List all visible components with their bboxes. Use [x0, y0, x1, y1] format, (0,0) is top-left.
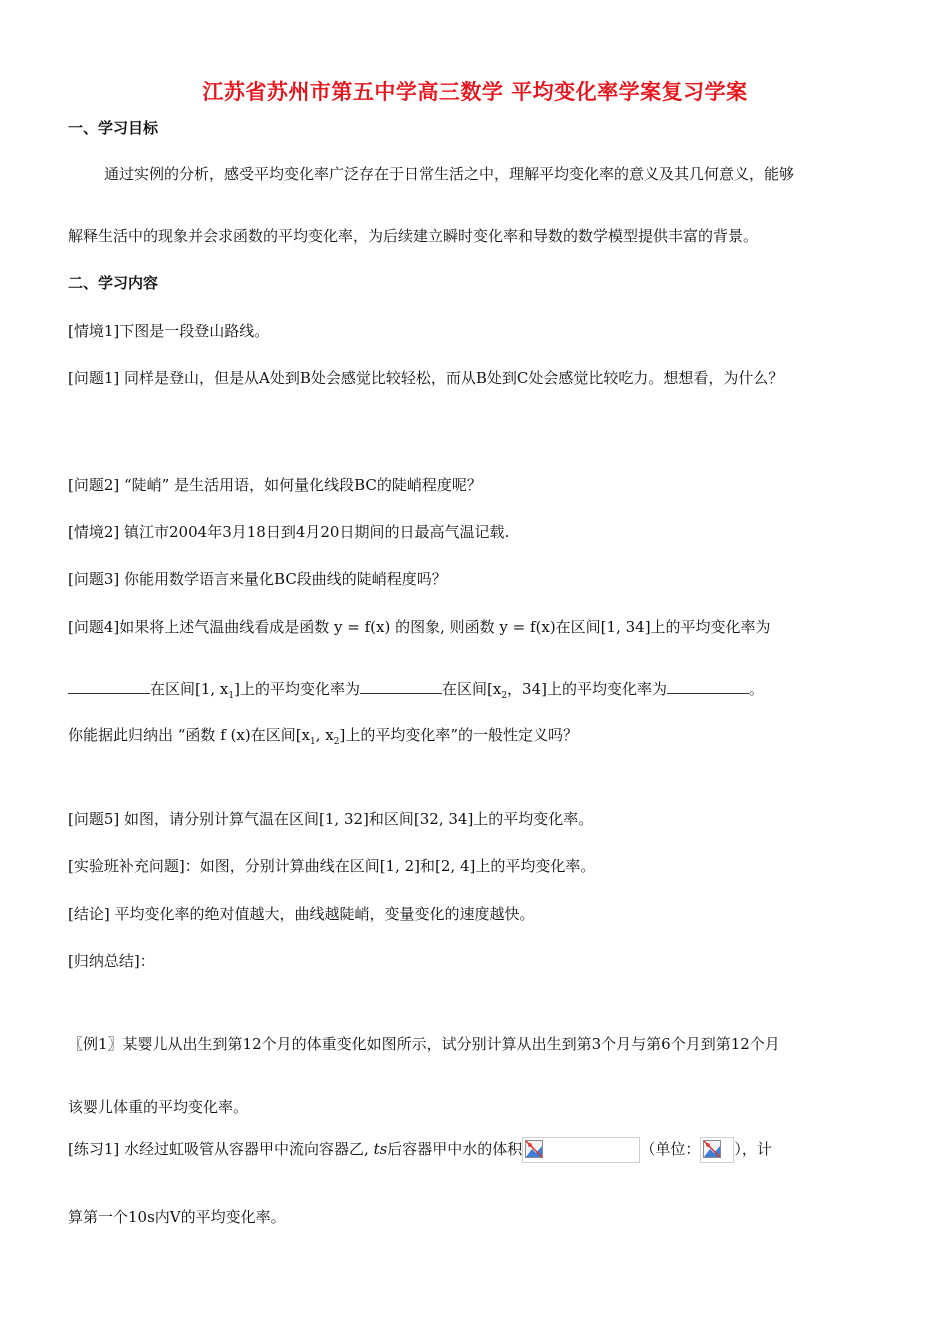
objective-text-line1: 通过实例的分析，感受平均变化率广泛存在于日常生活之中，理解平均变化率的意义及其几何意义，能够: [104, 165, 795, 183]
unit-formula-image: [700, 1137, 734, 1163]
section-heading-content: 二、学习内容: [68, 274, 159, 292]
answer-blank[interactable]: [360, 679, 442, 694]
q4-text: 。: [749, 680, 765, 698]
exercise-1-line2: 算第一个10s内V的平均变化率。: [68, 1208, 286, 1226]
exercise-text: ），计: [734, 1140, 772, 1158]
exercise-text: 后容器甲中水的体积: [387, 1140, 523, 1158]
section-heading-objectives: 一、学习目标: [68, 119, 159, 137]
generalize-question: [68, 724, 578, 747]
exercise-text: （单位：: [640, 1140, 701, 1158]
question-4-line1: [问题4]如果将上述气温曲线看成是函数 y = f(x) 的图象, 则函数 y = f(x)在区间[1, 34]上的平均变化率为: [68, 618, 771, 636]
scenario-1: [情境1]下图是一段登山路线。: [68, 322, 270, 340]
q4-text: ，34]上的平均变化率为: [507, 680, 667, 698]
subscript: 2: [333, 737, 340, 747]
q4-text: 在区间[1, x: [150, 680, 229, 698]
generalize-text: ]上的平均变化率”的一般性定义吗？: [339, 726, 579, 744]
answer-blank[interactable]: [68, 679, 150, 694]
example-1-line2: 该婴儿体重的平均变化率。: [68, 1098, 249, 1116]
question-2: [问题2] “陡峭” 是生活用语，如何量化线段BC的陡峭程度呢？: [68, 476, 482, 494]
generalize-text: , x: [315, 726, 334, 744]
q4-text: 在区间[x: [442, 680, 502, 698]
q4-text: ]上的平均变化率为: [234, 680, 360, 698]
time-variable: ts: [373, 1140, 388, 1158]
question-1: [问题1] 同样是登山，但是从A处到B处会感觉比较轻松，而从B处到C处会感觉比较吃力。想想看，为什么？: [68, 369, 784, 387]
broken-image-icon: [703, 1140, 721, 1158]
document-title: 江苏省苏州市第五中学高三数学 平均变化率学案复习学案: [202, 80, 748, 104]
example-1-line1: 〖例1〗某婴儿从出生到第12个月的体重变化如图所示，试分别计算从出生到第3个月与第6个月到第12个月: [68, 1035, 780, 1053]
extra-question: [实验班补充问题]：如图，分别计算曲线在区间[1, 2]和[2, 4]上的平均变化率。: [68, 857, 596, 875]
exercise-1-line1: [68, 1137, 772, 1163]
question-3: [问题3] 你能用数学语言来量化BC段曲线的陡峭程度吗？: [68, 570, 447, 588]
generalize-text: 你能据此归纳出 “函数 f (x)在区间[x: [68, 726, 311, 744]
summary-heading: [归纳总结]：: [68, 952, 155, 970]
subscript: 1: [228, 691, 235, 701]
scenario-2: [情境2] 镇江市2004年3月18日到4月20日期间的日最高气温记载.: [68, 523, 510, 541]
question-5: [问题5] 如图，请分别计算气温在区间[1, 32]和区间[32, 34]上的平均变化率。: [68, 810, 594, 828]
answer-blank[interactable]: [667, 679, 749, 694]
broken-image-icon: [525, 1140, 543, 1158]
conclusion: [结论] 平均变化率的绝对值越大，曲线越陡峭，变量变化的速度越快。: [68, 905, 535, 923]
exercise-text: [练习1] 水经过虹吸管从容器甲中流向容器乙,: [68, 1140, 374, 1158]
subscript: 2: [501, 691, 508, 701]
volume-formula-image: [522, 1137, 640, 1163]
objective-text-line2: 解释生活中的现象并会求函数的平均变化率，为后续建立瞬时变化率和导数的数学模型提供丰富的背景。: [68, 227, 759, 245]
subscript: 1: [310, 737, 316, 747]
question-4-line2: [68, 678, 764, 701]
